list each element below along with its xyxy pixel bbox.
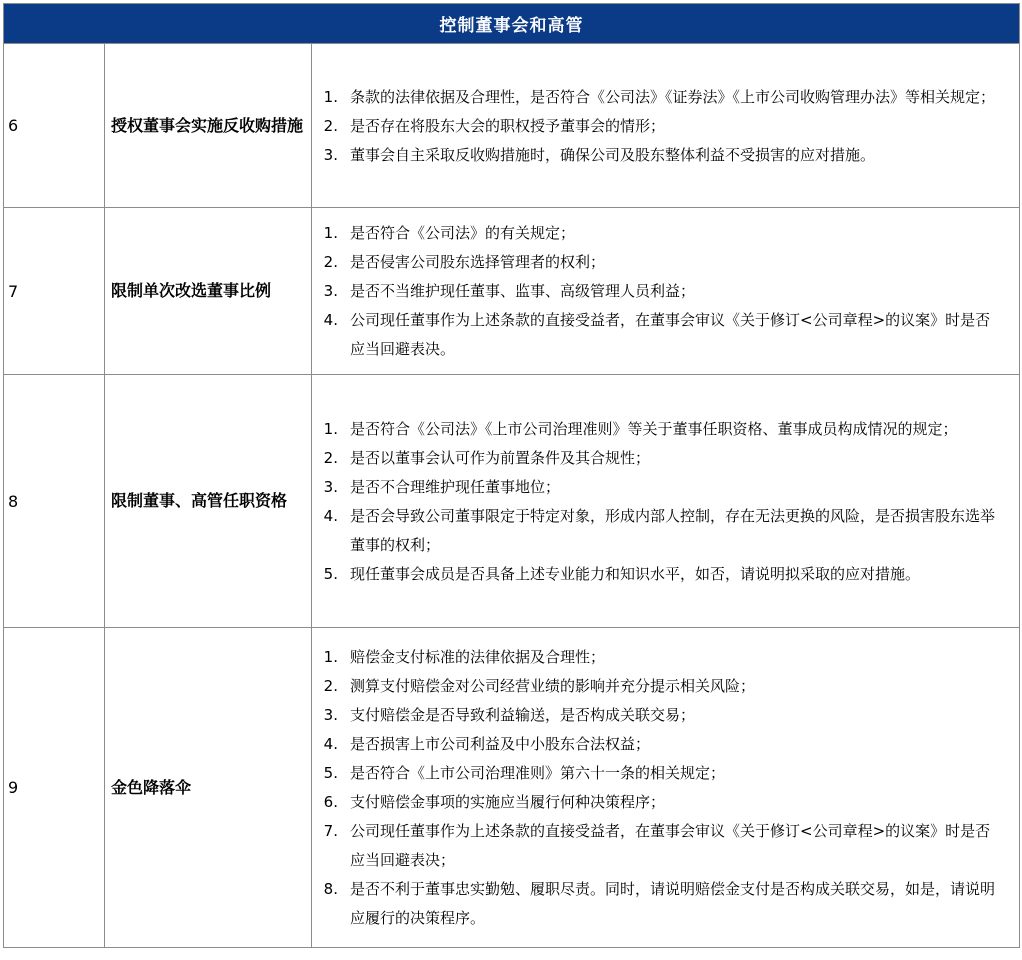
list-item-text: 是否符合《公司法》的有关规定； (350, 224, 576, 242)
list-item-text: 是否损害上市公司利益及中小股东合法权益； (350, 735, 651, 753)
list-item-number: 4 . (318, 730, 346, 759)
list-item-text: 董事会自主采取反收购措施时，确保公司及股东整体利益不受损害的应对措施。 (350, 145, 876, 164)
row-number: 6 (4, 44, 105, 208)
list-item (318, 83, 999, 112)
list-item-number: 2 . (318, 444, 346, 473)
list-item-number: 2 . (318, 248, 346, 277)
list-item-text: 支付赔偿金是否导致利益输送，是否构成关联交易； (350, 706, 696, 724)
list-item-text: 支付赔偿金事项的实施应当履行何种决策程序； (350, 793, 666, 811)
list-item-number: 1 . (318, 83, 346, 112)
list-item-text: 测算支付赔偿金对公司经营业绩的影响并充分提示相关风险； (350, 677, 756, 695)
review-points (312, 375, 1020, 628)
list-item (318, 788, 999, 817)
list-item (318, 875, 999, 933)
measure-name: 金色降落伞 (105, 628, 312, 948)
review-points (312, 628, 1020, 948)
list-item (318, 141, 999, 170)
list-item (318, 248, 999, 277)
table-row (4, 208, 1020, 375)
measure-name: 限制董事、高管任职资格 (105, 375, 312, 628)
list-item (318, 643, 999, 672)
list-item (318, 730, 999, 759)
list-item (318, 560, 999, 589)
list-item-text: 是否不合理维护现任董事地位； (350, 477, 561, 496)
list-item (318, 759, 999, 788)
list-item-text: 现任董事会成员是否具备上述专业能力和知识水平，如否，请说明拟采取的应对措施。 (350, 564, 921, 583)
list-item-number: 5 . (318, 560, 346, 589)
measure-name: 限制单次改选董事比例 (105, 208, 312, 375)
list-item (318, 444, 999, 473)
list-item (318, 701, 999, 730)
table-row (4, 375, 1020, 628)
list-item-text: 是否符合《公司法》《上市公司治理准则》等关于董事任职资格、董事成员构成情况的规定； (350, 419, 958, 438)
list-item (318, 817, 999, 875)
table-row (4, 44, 1020, 208)
list-item-number: 3 . (318, 141, 346, 170)
table-title: 控制董事会和高管 (4, 4, 1020, 44)
list-item-number: 3 . (318, 473, 346, 502)
list-item-number: 6 . (318, 788, 346, 817)
list-item (318, 277, 999, 306)
list-item-text: 是否侵害公司股东选择管理者的权利； (350, 253, 606, 271)
list-item-number: 1 . (318, 643, 346, 672)
list-item-number: 2 . (318, 112, 346, 141)
list-item-text: 赔偿金支付标准的法律依据及合理性； (350, 648, 606, 666)
list-item-number: 2 . (318, 672, 346, 701)
list-item-number: 5 . (318, 759, 346, 788)
list-item-number: 3 . (318, 277, 346, 306)
list-item (318, 473, 999, 502)
list-item-text: 是否不利于董事忠实勤勉、履职尽责。同时，请说明赔偿金支付是否构成关联交易，如是，请说明应履行的决策程序。 (350, 880, 996, 927)
list-item-text: 条款的法律依据及合理性，是否符合《公司法》《证券法》《上市公司收购管理办法》等相关规定； (350, 87, 996, 106)
list-item (318, 672, 999, 701)
list-item (318, 219, 999, 248)
list-item-text: 是否存在将股东大会的职权授予董事会的情形； (350, 116, 666, 135)
row-number: 9 (4, 628, 105, 948)
list-item-number: 7 . (318, 817, 346, 875)
table-row (4, 628, 1020, 948)
list-item-number: 4 . (318, 306, 346, 364)
document-table-container (3, 3, 1019, 948)
board-control-table (3, 3, 1020, 948)
row-number: 7 (4, 208, 105, 375)
review-point-list (318, 83, 999, 170)
list-item-number: 1 . (318, 219, 346, 248)
list-item-text: 是否不当维护现任董事、监事、高级管理人员利益； (350, 282, 696, 300)
list-item (318, 415, 999, 444)
list-item-text: 是否会导致公司董事限定于特定对象，形成内部人控制，存在无法更换的风险，是否损害股东选举董事的权利； (350, 506, 996, 554)
list-item (318, 112, 999, 141)
review-points (312, 44, 1020, 208)
row-number: 8 (4, 375, 105, 628)
list-item-number: 8 . (318, 875, 346, 933)
review-point-list (318, 219, 999, 364)
list-item-text: 是否符合《上市公司治理准则》第六十一条的相关规定； (350, 764, 726, 782)
list-item-text: 是否以董事会认可作为前置条件及其合规性； (350, 448, 651, 467)
review-point-list (318, 643, 999, 933)
review-points (312, 208, 1020, 375)
review-point-list (318, 415, 999, 589)
list-item-number: 4 . (318, 502, 346, 560)
measure-name: 授权董事会实施反收购措施 (105, 44, 312, 208)
list-item-number: 3 . (318, 701, 346, 730)
list-item (318, 306, 999, 364)
list-item-text: 公司现任董事作为上述条款的直接受益者，在董事会审议《关于修订<公司章程>的议案》时是否应当回避表决； (350, 822, 991, 869)
list-item (318, 502, 999, 560)
list-item-text: 公司现任董事作为上述条款的直接受益者，在董事会审议《关于修订<公司章程>的议案》时是否应当回避表决。 (350, 311, 991, 358)
list-item-number: 1 . (318, 415, 346, 444)
